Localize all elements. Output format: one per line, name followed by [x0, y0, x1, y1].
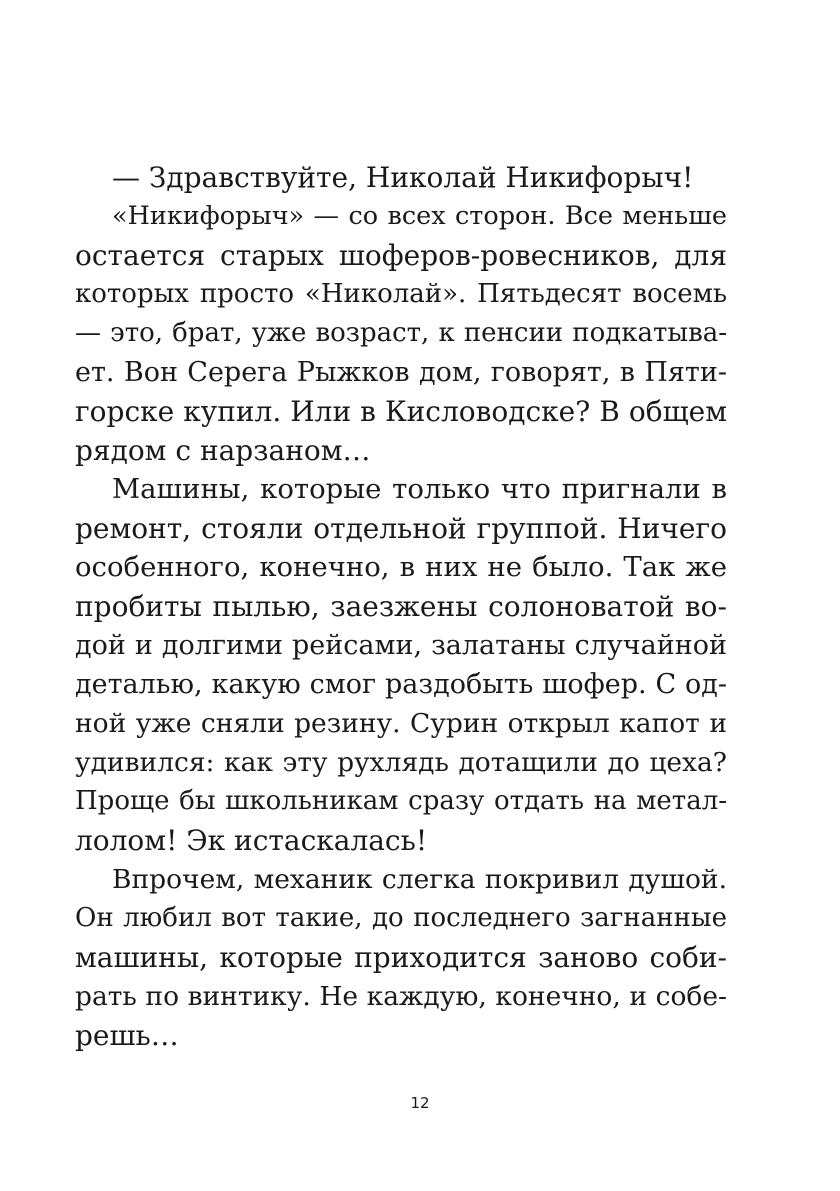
text-line: рядом с нарзаном… [75, 434, 371, 467]
body-text [75, 158, 727, 1055]
text-line: Проще бы школьникам сразу отдать на метал- [75, 786, 727, 816]
text-line: ремонт, стояли отдельной группой. Ничего [75, 512, 727, 545]
text-line: Машины, которые только что пригнали в [112, 473, 727, 505]
text-line: ет. Вон Серега Рыжков дом, говорят, в Пяти- [75, 357, 727, 388]
text-line: «Никифорыч» — со всех сторон. Все меньше [112, 201, 727, 231]
text-line: удивился: как эту рухлядь дотащили до цеха? [75, 747, 727, 778]
text-line: деталью, какую смог раздобыть шофер. С од- [75, 669, 727, 700]
text-line: решь… [75, 1019, 179, 1052]
text-line: Впрочем, механик слегка покривил душой. [112, 864, 727, 895]
text-line: дой и долгими рейсами, залатаны случайной [75, 630, 727, 661]
page-number: 12 [410, 1094, 430, 1112]
text-line: — это, брат, уже возраст, к пенсии подкатыва- [75, 318, 727, 348]
text-line: — Здравствуйте, Николай Никифорыч! [112, 161, 694, 194]
text-line: ной уже сняли резину. Сурин открыл капот и [75, 708, 727, 739]
text-line: машины, которые приходится заново соби- [75, 941, 727, 974]
text-line: которых просто «Николай». Пятьдесят восемь [75, 279, 727, 309]
text-line: лолом! Эк истаскалась! [75, 824, 428, 857]
text-line: рать по винтику. Не каждую, конечно, и собе- [75, 981, 727, 1012]
text-line: Он любил вот такие, до последнего загнанные [75, 903, 727, 933]
text-line: пробиты пылью, заезжены солоноватой во- [75, 590, 727, 623]
text-line: остается старых шоферов-ровесников, для [75, 239, 727, 272]
text-line: горске купил. Или в Кисловодске? В общем [75, 395, 727, 428]
text-line: особенного, конечно, в них не было. Так же [75, 551, 727, 583]
